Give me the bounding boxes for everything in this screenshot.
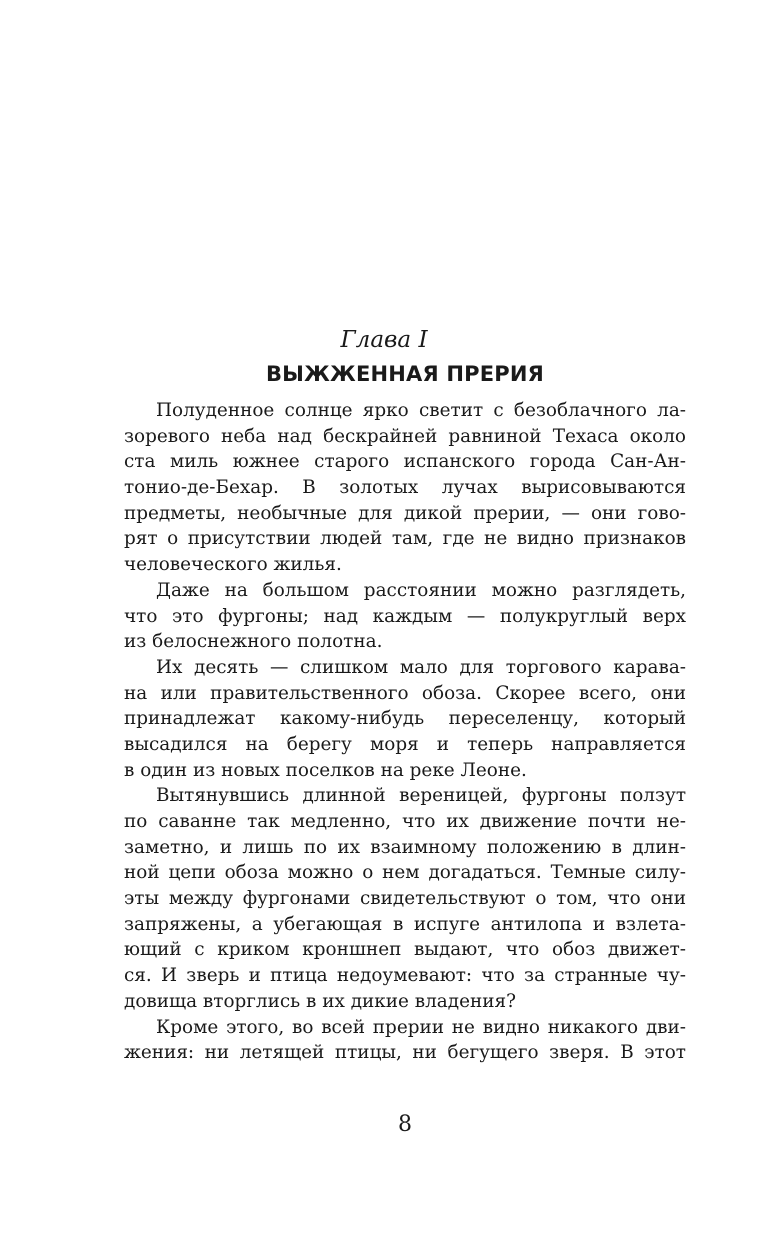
text-line: зоревого неба над бескрайней равниной Техаса около	[124, 425, 686, 447]
text-line: человеческого жилья.	[124, 554, 342, 576]
body-text	[124, 398, 686, 1066]
text-line: на или правительственного обоза. Скорее всего, они	[124, 682, 686, 704]
text-line: тонио-де-Бехар. В золотых лучах вырисовываются	[124, 477, 686, 499]
text-line: в один из новых поселков на реке Леоне.	[124, 759, 527, 781]
chapter-title: ВЫЖЖЕННАЯ ПРЕРИЯ	[265, 362, 545, 386]
text-line: что это фургоны; над каждым — полукруглый верх	[124, 605, 686, 627]
text-line: принадлежат какому-нибудь переселенцу, который	[124, 708, 686, 730]
text-line: Кроме этого, во всей прерии не видно никакого дви-	[156, 1016, 686, 1038]
text-line: ной цепи обоза можно о нем догадаться. Темные силу-	[124, 862, 686, 884]
text-line: Их десять — слишком мало для торгового карава-	[156, 656, 686, 678]
text-line: заметно, и лишь по их взаимному положению в длин-	[124, 836, 686, 858]
text-line: ся. И зверь и птица недоумевают: что за странные чу-	[124, 965, 686, 987]
text-line: Полуденное солнце ярко светит с безоблачного ла-	[156, 400, 686, 421]
text-line: ющий с криком кроншнеп выдают, что обоз движет-	[124, 939, 686, 961]
text-line: рят о присутствии людей там, где не видно признаков	[124, 528, 686, 550]
text-line: из белоснежного полотна.	[124, 631, 383, 653]
text-line: запряжены, а убегающая в испуге антилопа и взлета-	[124, 913, 686, 935]
text-line: эты между фургонами свидетельствуют о том, что они	[124, 888, 686, 910]
text-line: жения: ни летящей птицы, ни бегущего зверя. В этот	[124, 1042, 686, 1064]
text-line: довища вторглись в их дикие владения?	[124, 990, 516, 1012]
text-line: предметы, необычные для дикой прерии, — они гово-	[124, 502, 686, 524]
text-line: Вытянувшись длинной вереницей, фургоны ползут	[156, 785, 686, 807]
page-number: 8	[398, 1112, 412, 1137]
text-line: высадился на берегу моря и теперь направляется	[124, 733, 686, 755]
text-line: по саванне так медленно, что их движение почти не-	[124, 811, 686, 832]
chapter-label: Глава I	[340, 327, 428, 353]
text-line: ста миль южнее старого испанского города Сан-Ан-	[124, 451, 686, 473]
text-line: Даже на большом расстоянии можно разглядеть,	[156, 579, 686, 601]
